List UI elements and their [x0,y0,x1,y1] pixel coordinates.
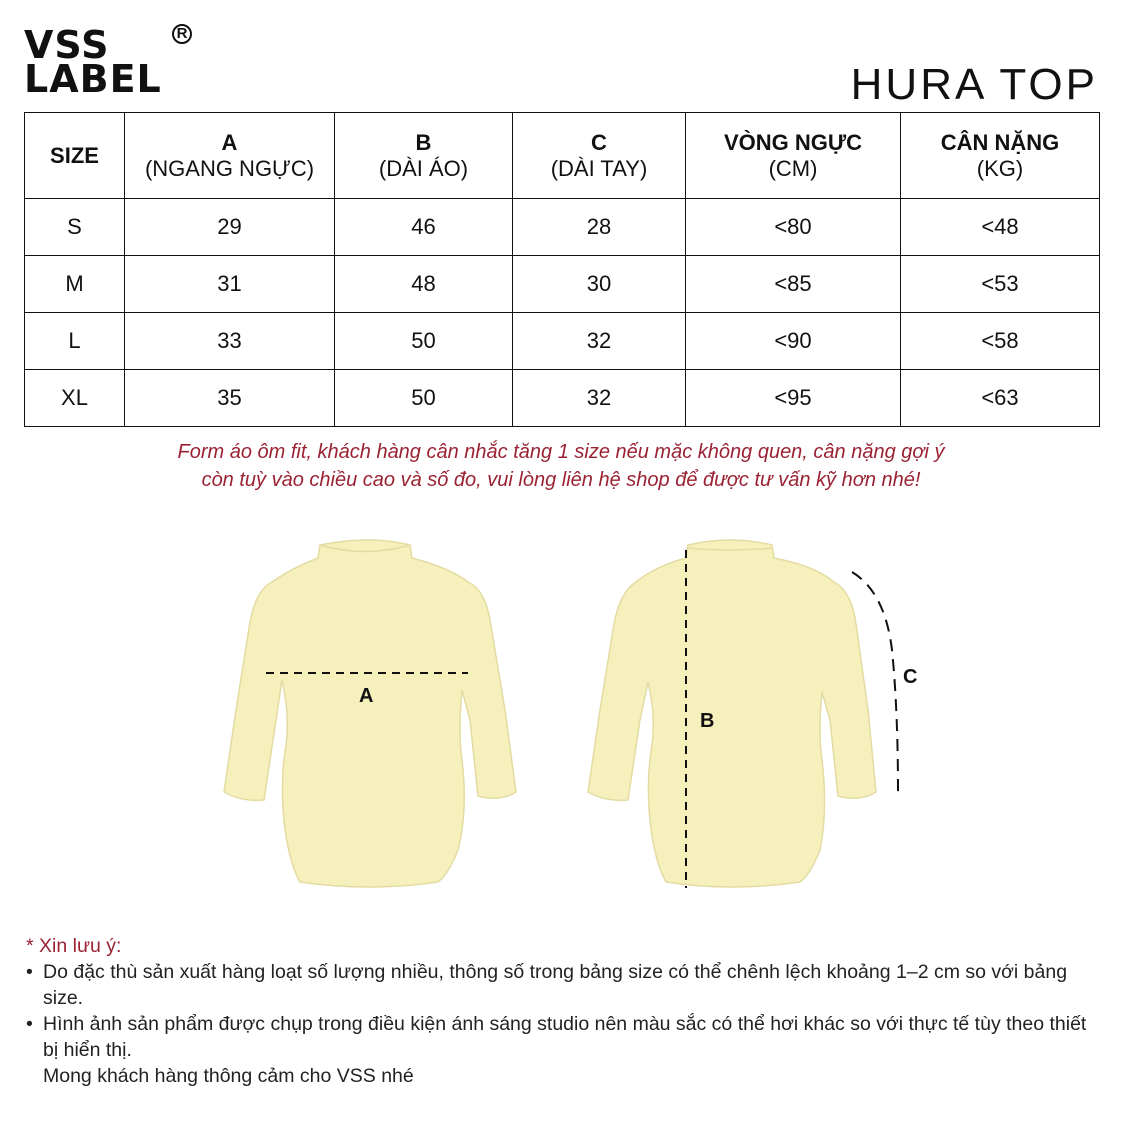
fit-note [0,438,1122,494]
garment-front-illustration [200,530,540,900]
size-chart-table [24,112,1100,427]
table-cell: <90 [686,313,901,370]
table-header-row [25,113,1100,199]
table-cell: 46 [335,199,513,256]
header-size: SIZE [25,113,125,199]
fit-note-line2: còn tuỳ vào chiều cao và số đo, vui lòng liên hệ shop để được tư vấn kỹ hơn nhé! [201,469,921,491]
table-cell: 50 [335,370,513,427]
table-cell: 33 [125,313,335,370]
table-cell: 31 [125,256,335,313]
notes-item: • Do đặc thù sản xuất hàng loạt số lượng nhiều, thông số trong bảng size có thể chênh lệch khoảng 1–2 cm so với bảng size. [26,959,1106,1011]
notes-title: * Xin lưu ý: [26,935,122,957]
garment-front-view [200,530,540,900]
table-cell: <95 [686,370,901,427]
table-cell: S [25,199,125,256]
table-row [25,199,1100,256]
header-c: C (DÀI TAY) [513,113,686,199]
table-cell: M [25,256,125,313]
table-cell: <85 [686,256,901,313]
measure-label-b: B [700,710,715,732]
table-row [25,370,1100,427]
measure-label-a: A [359,685,374,707]
table-cell: <58 [901,313,1100,370]
notes-item: • Hình ảnh sản phẩm được chụp trong điều kiện ánh sáng studio nên màu sắc có thể hơi khác so với thực tế tùy theo thiết bị hiển thị. [26,1011,1106,1063]
table-cell: <48 [901,199,1100,256]
table-cell: L [25,313,125,370]
table-cell: 32 [513,313,686,370]
table-cell: 29 [125,199,335,256]
notes-section [26,933,1106,1089]
fit-note-line1: Form áo ôm fit, khách hàng cân nhắc tăng 1 size nếu mặc không quen, cân nặng gợi ý [177,441,945,463]
table-cell: <63 [901,370,1100,427]
garment-back-illustration [560,530,940,900]
header-weight: CÂN NẶNG (KG) [901,113,1100,199]
table-cell: 50 [335,313,513,370]
brand-logo-line1: VSS [24,23,110,67]
header-b: B (DÀI ÁO) [335,113,513,199]
table-cell: <53 [901,256,1100,313]
brand-logo-line2: LABEL [24,57,162,101]
product-title: HURA TOP [850,60,1098,109]
table-cell: 30 [513,256,686,313]
brand-logo [24,23,224,101]
table-row [25,313,1100,370]
measure-label-c: C [903,666,918,688]
table-cell: 35 [125,370,335,427]
table-row [25,256,1100,313]
table-cell: 48 [335,256,513,313]
registered-mark: R [172,24,192,44]
table-cell: 32 [513,370,686,427]
notes-closing: Mong khách hàng thông cảm cho VSS nhé [43,1065,414,1087]
garment-back-view [560,530,940,900]
table-cell: <80 [686,199,901,256]
table-cell: XL [25,370,125,427]
header-chest: VÒNG NGỰC (CM) [686,113,901,199]
table-cell: 28 [513,199,686,256]
header-a: A (NGANG NGỰC) [125,113,335,199]
